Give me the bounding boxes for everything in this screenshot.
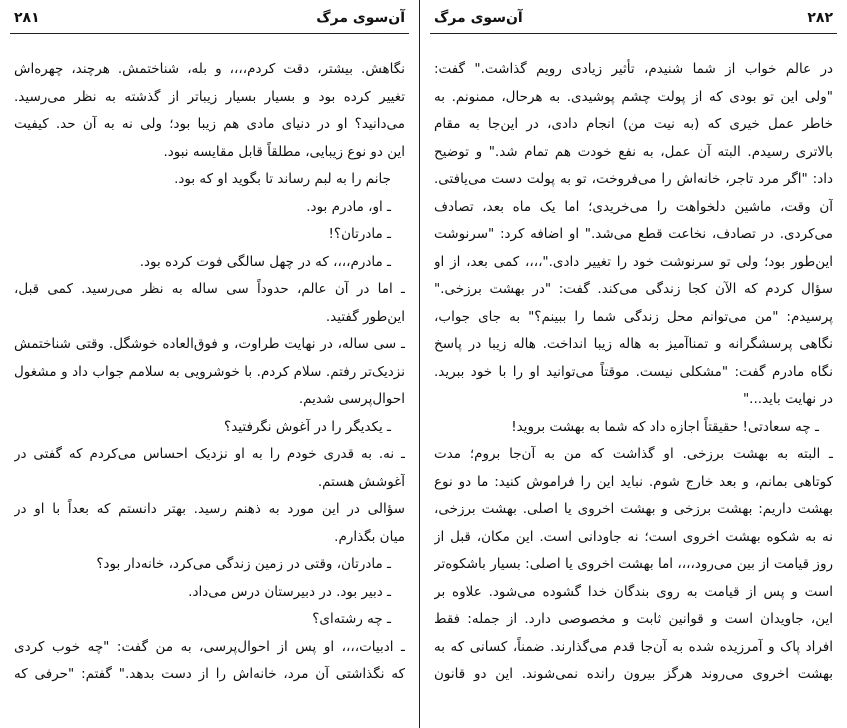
running-title: آن‌سوی مرگ <box>434 10 523 26</box>
text-line: جانم را به لبم رساند تا بگوید او که بود. <box>174 171 391 187</box>
text-line: افراد پاک و آمرزیده شده به آن‌جا قدم می‌گذارند. ضمناً، کسانی که به <box>434 638 833 655</box>
text-line: این‌طور بود؛ ولی تو سرنوشت خود را تغییر دادی."،،،، کمی بعد، از او <box>434 253 833 270</box>
text-line: می‌دانید؟ او در دنیای مادی هم زیبا بود؛ ولی نه به آن حد. کیفیت <box>14 116 405 132</box>
text-line: ـ مادرتان؟! <box>328 226 391 242</box>
text-line: این دو نوع زیبایی، مطلقاً قابل مقایسه نبود. <box>163 143 405 160</box>
left-page-header <box>14 6 405 30</box>
text-line: ـ چه سعادتی! حقیقتاً اجازه داد که شما به بهشت بروید! <box>511 418 819 435</box>
running-title: آن‌سوی مرگ <box>316 10 405 26</box>
text-line: خاطر عمل خیری که (به نیت من) انجام دادی، در این‌جا به مقام <box>434 116 833 132</box>
page-number: ۲۸۲ <box>807 10 833 26</box>
text-line: آن وقت، ماشین دلخواهت را می‌خریدی؛ اما یک ماه بعد، تصادف <box>434 198 833 215</box>
text-line: نگاه مادرم گفت: "مشکلی نیست. موقتاً می‌توانید او را با خود ببرید. <box>434 363 833 380</box>
right-page-text <box>434 56 833 689</box>
left-page <box>0 0 420 728</box>
text-line: این، جاویدان است و قوانین ثابت و مخصوصی دارد. از جمله: فقط <box>434 611 833 627</box>
text-line: ـ نه. به قدری خودم را به او نزدیک احساس می‌کردم که گفتی در <box>14 446 405 462</box>
text-line: بالاتری رسیدم. البته آن عمل، به نفع خودت هم تمام شد." و توضیح <box>434 143 833 160</box>
text-line: تغییر کرده بود و بسیار بسیار زیباتر از گذشته به نظر می‌رسید. <box>14 88 405 105</box>
text-line: ـ اما در آن عالم، حدوداً سی ساله به نظر می‌رسید. کمی قبل، <box>14 281 405 297</box>
text-line: ـ سی ساله، در نهایت طراوت، و فوق‌العاده خوشگل. وقتی شناختمش <box>14 336 405 352</box>
page-number: ۲۸۱ <box>14 10 40 26</box>
text-line: ـ چه رشته‌ای؟ <box>312 611 391 627</box>
text-line: روز قیامت از بین می‌رود،،،، اما بهشت اخروی یا اصلی: بسیار باشکوه‌تر <box>434 556 833 572</box>
text-line: بهشت اخروی می‌روند هرگز بیرون رانده نمی‌شوند. این دو قانون <box>434 666 833 682</box>
text-line: که نگذاشتی آن مرد، خانه‌اش را از دست بدهد." گفتم: "حرفی که <box>14 666 405 682</box>
text-line: آغوشش هستم. <box>317 473 405 490</box>
header-rule <box>10 33 409 34</box>
text-line: "ولی این تو بودی که از پولت چشم پوشیدی. به هرحال، ممنونم. به <box>434 88 833 105</box>
text-line: سؤالی در این مورد به ذهنم رسید. بهتر دانستم که بعداً با او در <box>14 501 405 517</box>
text-line: سؤال کردم که الآن کجا زندگی می‌کند. گفت: "در بهشت برزخی." <box>434 281 833 297</box>
text-line: است و پس از قیامت به روی بندگان خدا گشوده می‌شود. علاوه بر <box>434 583 833 600</box>
text-line: کوتاهی بمانم، و بعد خارج شوم. نباید این را فراموش کنید: ما دو نوع <box>434 473 833 490</box>
text-line: نه به شکوه بهشت اخروی است؛ نه جاودانی است. این مکان، قبل از <box>434 528 833 545</box>
header-rule <box>430 33 837 34</box>
text-line: میان بگذارم. <box>334 528 405 545</box>
text-line: ـ ادبیات،،،، او پس از احوال‌پرسی، به من گفت: "چه خوب کردی <box>14 638 405 655</box>
text-line: ـ البته به بهشت برزخی. او گذاشت که من به آن‌جا بروم؛ مدت <box>434 446 833 462</box>
text-line: ـ مادرتان، وقتی در زمین زندگی می‌کرد، خانه‌دار بود؟ <box>96 556 391 572</box>
text-line: نگاهی پرسشگرانه و تمنا‌آمیز به هاله زیبا انداخت. هاله زیبا در پاسخ <box>434 336 833 352</box>
text-line: احوال‌پرسی شدیم. <box>298 391 405 407</box>
text-line: نگاهش. بیشتر، دقت کردم،،،، و بله، شناختمش. هرچند، چهره‌اش <box>14 61 405 77</box>
text-line: پرسیدم: "من می‌توانم محل زندگی شما را ببینم؟" به جای جواب، <box>434 308 833 325</box>
text-line: این‌طور گفتید. <box>325 308 405 325</box>
left-page-text <box>14 56 405 689</box>
right-page-header <box>434 6 833 30</box>
text-line: داد: "اگر مرد تاجر، خانه‌اش را می‌فروخت، تو به پولت دست می‌یافتی. <box>434 171 833 187</box>
text-line: ـ مادرم،،،، که در چهل سالگی فوت کرده بود. <box>139 253 391 270</box>
text-line: ـ او، مادرم بود. <box>306 198 391 215</box>
text-line: می‌کردی. در تصادف، نخاعت قطع می‌شد." او اضافه کرد: "سرنوشت <box>434 226 833 242</box>
text-line: ـ دبیر بود. در دبیرستان درس می‌داد. <box>188 583 391 600</box>
text-line: ـ یکدیگر را در آغوش نگرفتید؟ <box>224 418 391 435</box>
text-line: نزدیک‌تر رفتم. سلام کردم. با خوشرویی به سلامم جواب داد و مشغول <box>14 363 405 380</box>
text-line: در عالم خواب از شما شنیدم، تأثیر زیادی رویم گذاشت." گفت: <box>434 61 833 77</box>
text-line: بهشت داریم: بهشت برزخی و بهشت اخروی یا اصلی. بهشت برزخی، <box>434 501 833 517</box>
right-page <box>420 0 847 728</box>
text-line: در نهایت باید..." <box>742 391 833 407</box>
